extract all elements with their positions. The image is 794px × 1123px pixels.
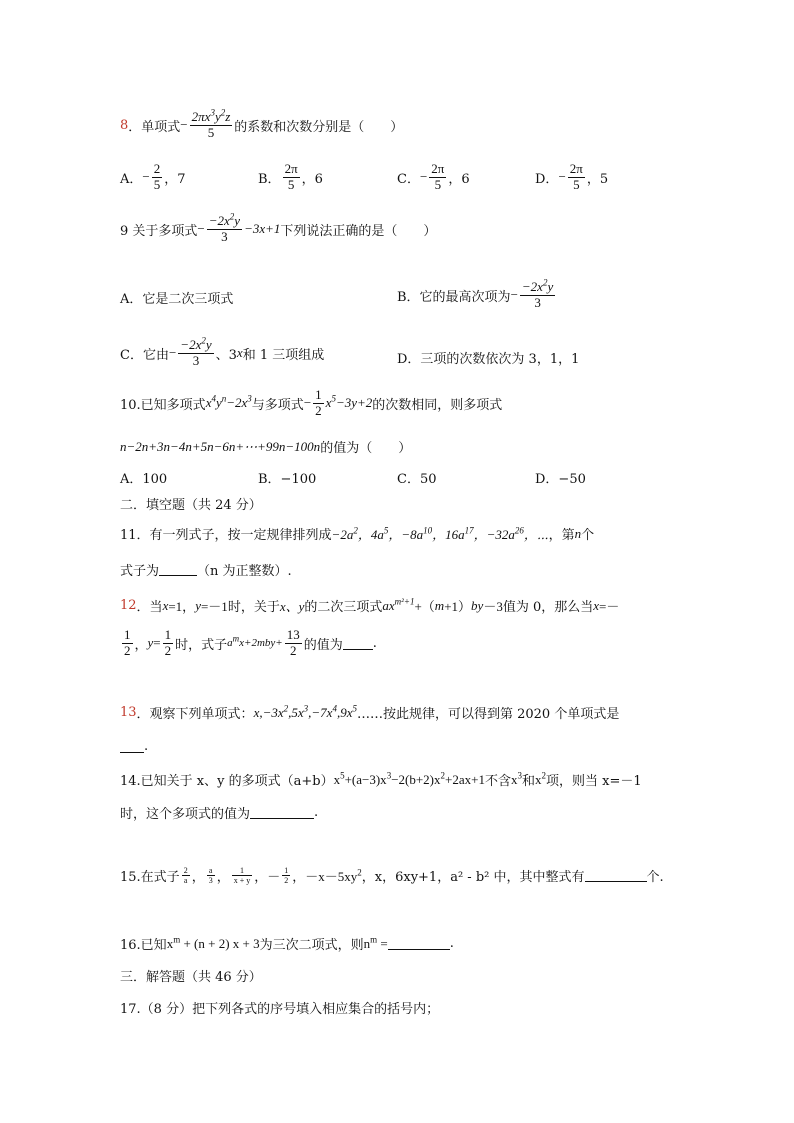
question-8: 8 ．单项式 − $\frac{2\pi x^3y^2z}{5}$ 的系数和次数分别是（ ） xyxy=(120,107,404,140)
option-d[interactable]: D． − $\frac{2\pi}{5}$ ，5 xyxy=(535,161,609,192)
answer-blank[interactable] xyxy=(343,637,373,650)
option-a[interactable]: A．100 xyxy=(120,472,168,487)
question-stem-prefix: ．单项式 xyxy=(128,119,181,135)
section-heading: 三．解答题（共 46 分） xyxy=(120,970,262,985)
section-heading: 二．填空题（共 24 分） xyxy=(120,498,262,513)
question-number: 8 xyxy=(120,117,129,133)
question-11: 11．有一列式子，按一定规律排列成 $-2a^2$，$4a^5$，$-8a^{10}$，$16a^{17}$，$-32a^{26}$，⋯ ，第 n 个 xyxy=(120,525,595,543)
question-number: 12 xyxy=(120,598,137,613)
option-c[interactable]: C． − $\frac{2\pi}{5}$ ，6 xyxy=(397,161,470,192)
option-a[interactable]: A． − $\frac{2}{5}$ ，7 xyxy=(120,161,186,192)
answer-blank[interactable] xyxy=(250,806,314,819)
option-b[interactable]: B． $\frac{2\pi}{5}$ ，6 xyxy=(258,161,323,192)
option-d[interactable]: D．−50 xyxy=(535,472,586,487)
question-stem-suffix: 的系数和次数分别是（ ） xyxy=(234,119,404,135)
question-16: 16.已知 $x^m + (n + 2) x + 3$ 为三次二项式，则 $n^m$ = . xyxy=(120,934,454,953)
question-10-line2: n−2n+3n−4n+5n−6n+⋯+99n−100n 的值为（ ） xyxy=(120,438,412,456)
answer-blank[interactable] xyxy=(388,937,450,950)
question-15: 15.在式子 $\frac{2}{a}$ ， $\frac{a}{3}$ ， $\frac{1}{x + y}$ ，－ $\frac{1}{2}$ ，$-x-5xy^2$ ，x，6xy+1，a² - b² 中，其中整式有 个. xyxy=(120,866,664,886)
question-number: 13 xyxy=(120,705,137,720)
option-b[interactable]: B．−100 xyxy=(258,472,317,487)
question-12-line2: $\frac{1}{2}$ ， y = $\frac{1}{2}$ 时，式子 $a^mx+2mby+$ $\frac{13}{2}$ 的值为 . xyxy=(124,627,377,658)
option-a[interactable]: A．它是二次三项式 xyxy=(120,292,234,307)
question-10: 10.已知多项式 $x^4y^n$ $-2x^3$ 与多项式 − $\frac{1}{2}$ $x^5-3y+2$ 的次数相同，则多项式 xyxy=(120,387,503,418)
option-b[interactable]: B．它的最高次项为 − $\frac{-2x^2y}{3}$ xyxy=(397,277,554,310)
question-13-line2: . xyxy=(120,739,148,754)
option-d[interactable]: D．三项的次数依次为 3，1，1 xyxy=(397,352,580,367)
question-11-line2: 式子为 （n 为正整数）. xyxy=(120,564,292,579)
question-14-line2: 时，这个多项式的值为 . xyxy=(120,805,319,822)
question-14: 14.已知关于 x、y 的多项式（a+b） $x^5+(a-3)x^3-2(b+2)x^2+2ax+1$ 不含 $x^3$ 和 $x^2$ 项，则当 x=－1 xyxy=(120,770,642,789)
question-17: 17.（8 分）把下列各式的序号填入相应集合的括号内； xyxy=(120,1002,440,1017)
question-12: 12 ．当 x =1， y =－1 时，关于 x、y 的二次三项式 $ax^{m^2+1}$ +（ m +1） by －3 值为 0，那么当 x =－ xyxy=(120,596,620,615)
answer-blank[interactable] xyxy=(120,740,144,753)
question-13: 13 ．观察下列单项式： $x,-3x^2,5x^3,-7x^4,9x^5$ ……按此规律，可以得到第 2020 个单项式是 xyxy=(120,703,620,722)
option-c[interactable]: C．50 xyxy=(397,472,437,487)
answer-blank[interactable] xyxy=(585,869,647,882)
question-9: 9 关于多项式 − $\frac{-2x^2y}{3}$ −3x+1 下列说法正确的是（ ） xyxy=(120,211,437,244)
answer-blank[interactable] xyxy=(159,563,197,576)
monomial-fraction: $\frac{2\pi x^3y^2z}{5}$ xyxy=(191,107,231,140)
option-c[interactable]: C．它由 − $\frac{-2x^2y}{3}$ 、3 x 和 1 三项组成 xyxy=(120,335,325,368)
